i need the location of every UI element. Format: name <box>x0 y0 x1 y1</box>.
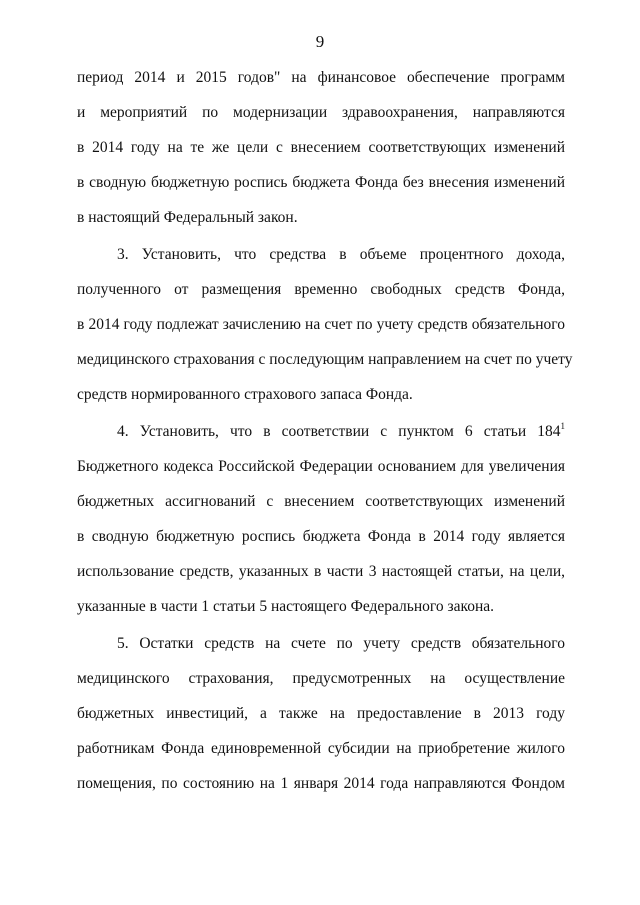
text-line-with-superscript <box>77 422 565 457</box>
text-line: в 2014 году на те же цели с внесением соответствующих изменений <box>77 139 565 156</box>
text-line: в настоящий Федеральный закон. <box>77 209 298 226</box>
text-line: 4. Установить, что в соответствии с пунктом 6 статьи 184 <box>117 423 561 440</box>
text-line: бюджетных ассигнований с внесением соответствующих изменений <box>77 493 565 510</box>
paragraph-3 <box>77 245 573 421</box>
document-body <box>77 68 573 809</box>
text-line: работникам Фонда единовременной субсидии на приобретение жилого <box>77 740 565 757</box>
text-line: средств нормированного страхового запаса Фонда. <box>77 386 413 403</box>
paragraph-4 <box>77 422 565 633</box>
text-line: указанные в части 1 статьи 5 настоящего Федерального закона. <box>77 598 495 615</box>
text-line: 3. Установить, что средства в объеме процентного дохода, <box>117 246 565 263</box>
page-number: 9 <box>315 32 325 51</box>
text-line: помещения, по состоянию на 1 января 2014 года направляются Фондом <box>77 775 565 792</box>
paragraph-5 <box>77 634 565 809</box>
text-line: бюджетных инвестиций, а также на предоставление в 2013 году <box>77 705 565 722</box>
text-line: и мероприятий по модернизации здравоохранения, направляются <box>77 104 565 121</box>
superscript-mark: 1 <box>560 421 565 431</box>
text-line: полученного от размещения временно свободных средств Фонда, <box>77 281 565 298</box>
text-line: в сводную бюджетную роспись бюджета Фонда без внесения изменений <box>77 174 565 191</box>
text-line: 5. Остатки средств на счете по учету средств обязательного <box>117 635 565 652</box>
text-line: в сводную бюджетную роспись бюджета Фонда в 2014 году является <box>77 528 565 545</box>
text-line: в 2014 году подлежат зачислению на счет по учету средств обязательного <box>77 316 565 333</box>
text-line: медицинского страхования с последующим направлением на счет по учету <box>77 351 573 368</box>
text-line: медицинского страхования, предусмотренных на осуществление <box>77 670 565 687</box>
paragraph-continuation <box>77 68 565 244</box>
text-line: использование средств, указанных в части 3 настоящей статьи, на цели, <box>77 563 565 580</box>
text-line: период 2014 и 2015 годов" на финансовое обеспечение программ <box>77 69 565 86</box>
text-line: Бюджетного кодекса Российской Федерации основанием для увеличения <box>77 458 565 475</box>
